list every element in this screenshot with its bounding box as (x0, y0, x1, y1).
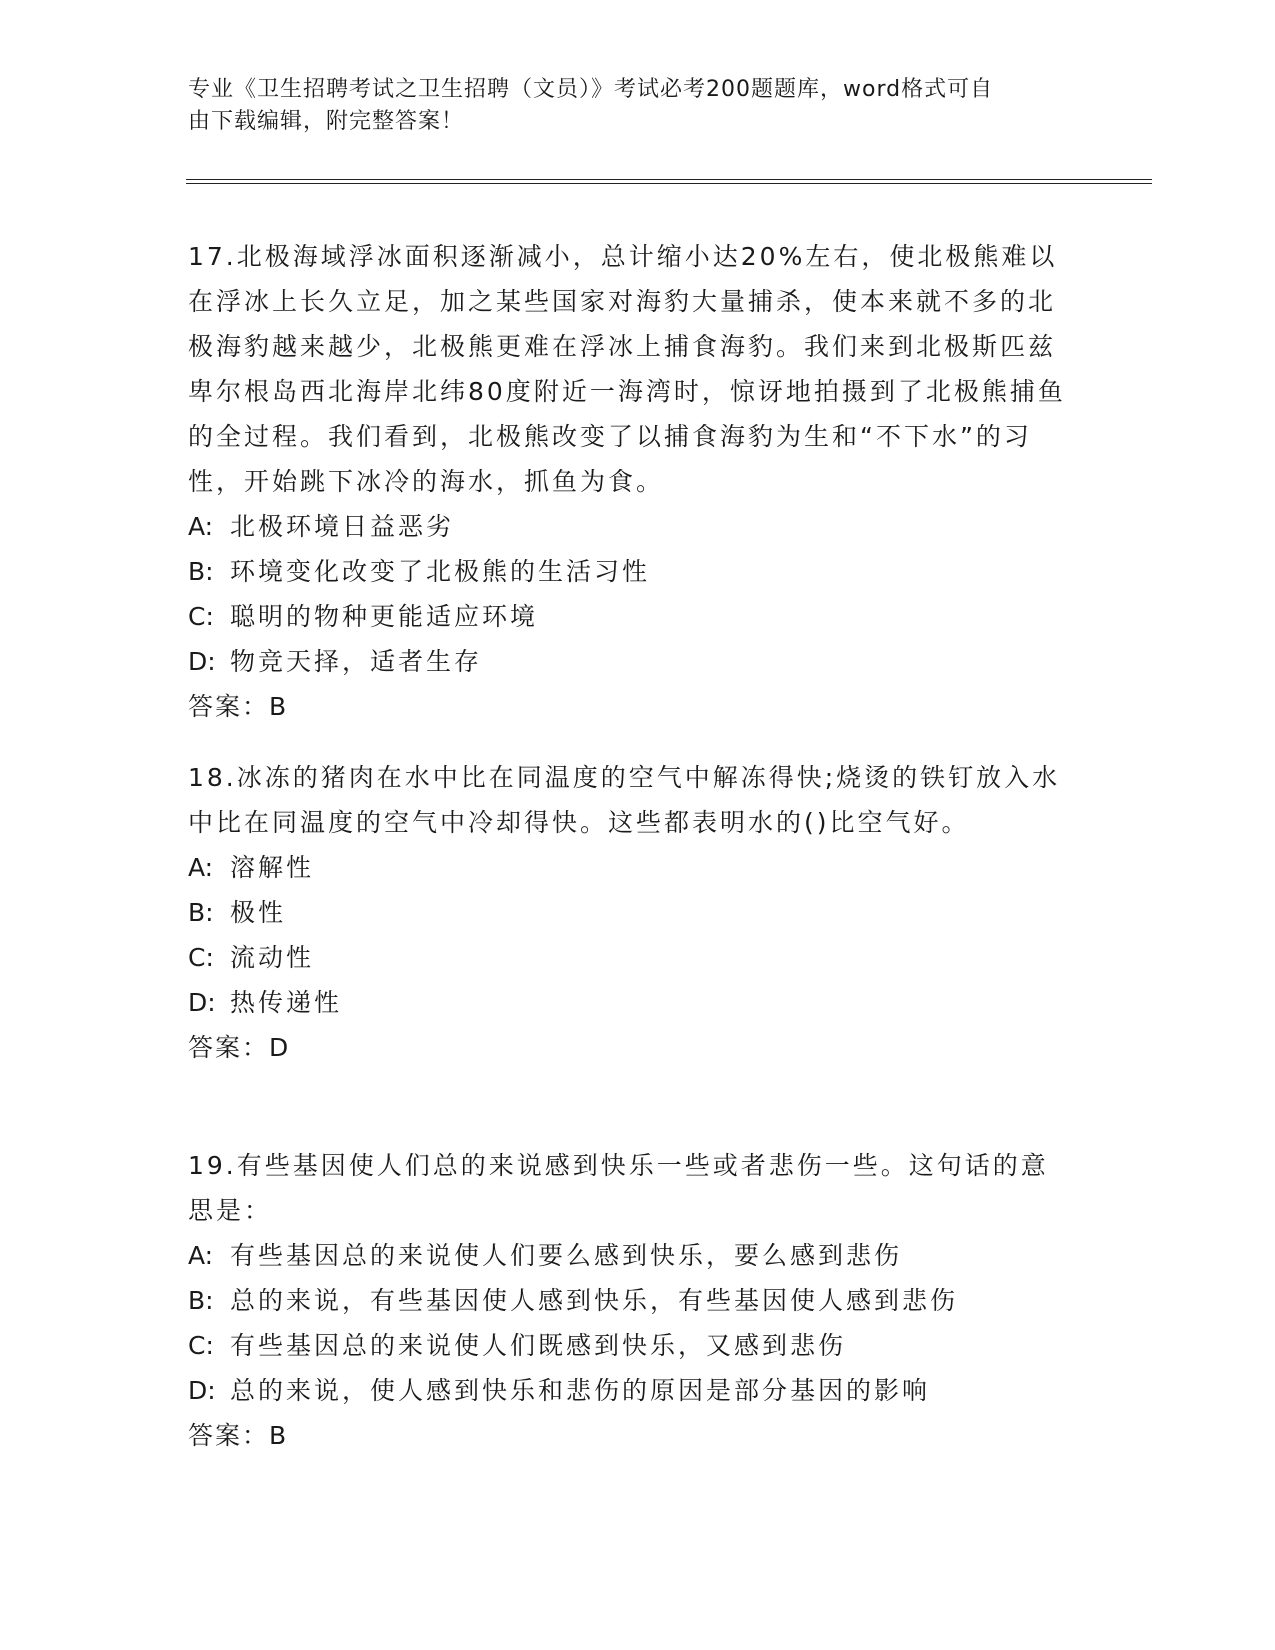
option-key: A: (188, 512, 214, 541)
question-stem: 19.有些基因使人们总的来说感到快乐一些或者悲伤一些。这句话的意思是： (188, 1151, 1049, 1225)
answer-label: 答案： (188, 1033, 270, 1062)
option-text: 总的来说，有些基因使人感到快乐，有些基因使人感到悲伤 (230, 1286, 959, 1315)
question-19 (188, 1143, 1068, 1458)
option-key: C: (188, 1331, 214, 1360)
option-key: B: (188, 557, 214, 586)
answer-label: 答案： (188, 1421, 270, 1450)
option-key: C: (188, 943, 214, 972)
answer-line (188, 1025, 1068, 1070)
option-key: B: (188, 898, 214, 927)
option-key: C: (188, 602, 214, 631)
option-text: 物竞天择，适者生存 (230, 647, 483, 676)
header-rule-top (186, 179, 1152, 180)
answer-line (188, 684, 1068, 729)
option-text: 热传递性 (230, 988, 343, 1017)
option-d (188, 1368, 1068, 1413)
option-text: 流动性 (230, 943, 315, 972)
question-stem: 17.北极海域浮冰面积逐渐减小，总计缩小达20%左右，使北极熊难以在浮冰上长久立足，加之某些国家对海豹大量捕杀，使本来就不多的北极海豹越来越少，北极熊更难在浮冰上捕食海豹。我们来到北极斯匹兹卑尔根岛西北海岸北纬80度附近一海湾时，惊讶地拍摄到了北极熊捕鱼的全过程。我们看到，北极熊改变了以捕食海豹为生和“不下水”的习性，开始跳下冰冷的海水，抓鱼为食。 (188, 242, 1066, 496)
option-key: A: (188, 1241, 214, 1270)
answer-value: B (269, 692, 287, 721)
option-text: 极性 (230, 898, 287, 927)
option-d (188, 980, 1068, 1025)
option-key: A: (188, 853, 214, 882)
option-a (188, 1233, 1068, 1278)
answer-value: D (269, 1033, 289, 1062)
option-text: 环境变化改变了北极熊的生活习性 (230, 557, 651, 586)
question-18 (188, 755, 1068, 1070)
option-a (188, 504, 1068, 549)
option-key: D: (188, 988, 216, 1017)
option-a (188, 845, 1068, 890)
option-c (188, 594, 1068, 639)
option-b (188, 890, 1068, 935)
answer-value: B (269, 1421, 287, 1450)
option-text: 有些基因总的来说使人们既感到快乐，又感到悲伤 (230, 1331, 847, 1360)
question-17 (188, 234, 1068, 729)
option-text: 北极环境日益恶劣 (230, 512, 455, 541)
option-text: 总的来说，使人感到快乐和悲伤的原因是部分基因的影响 (230, 1376, 931, 1405)
option-text: 有些基因总的来说使人们要么感到快乐，要么感到悲伤 (230, 1241, 903, 1270)
option-d (188, 639, 1068, 684)
option-key: B: (188, 1286, 214, 1315)
answer-line (188, 1413, 1068, 1458)
question-stem: 18.冰冻的猪肉在水中比在同温度的空气中解冻得快;烧烫的铁钉放入水中比在同温度的空气中冷却得快。这些都表明水的()比空气好。 (188, 763, 1061, 837)
document-header: 专业《卫生招聘考试之卫生招聘（文员）》考试必考200题题库，word格式可自 由下载编辑，附完整答案！ (188, 77, 994, 134)
option-b (188, 1278, 1068, 1323)
option-text: 聪明的物种更能适应环境 (230, 602, 539, 631)
option-c (188, 935, 1068, 980)
header-rule-bottom (186, 183, 1152, 184)
option-text: 溶解性 (230, 853, 315, 882)
option-c (188, 1323, 1068, 1368)
answer-label: 答案： (188, 692, 270, 721)
option-key: D: (188, 647, 216, 676)
option-b (188, 549, 1068, 594)
option-key: D: (188, 1376, 216, 1405)
